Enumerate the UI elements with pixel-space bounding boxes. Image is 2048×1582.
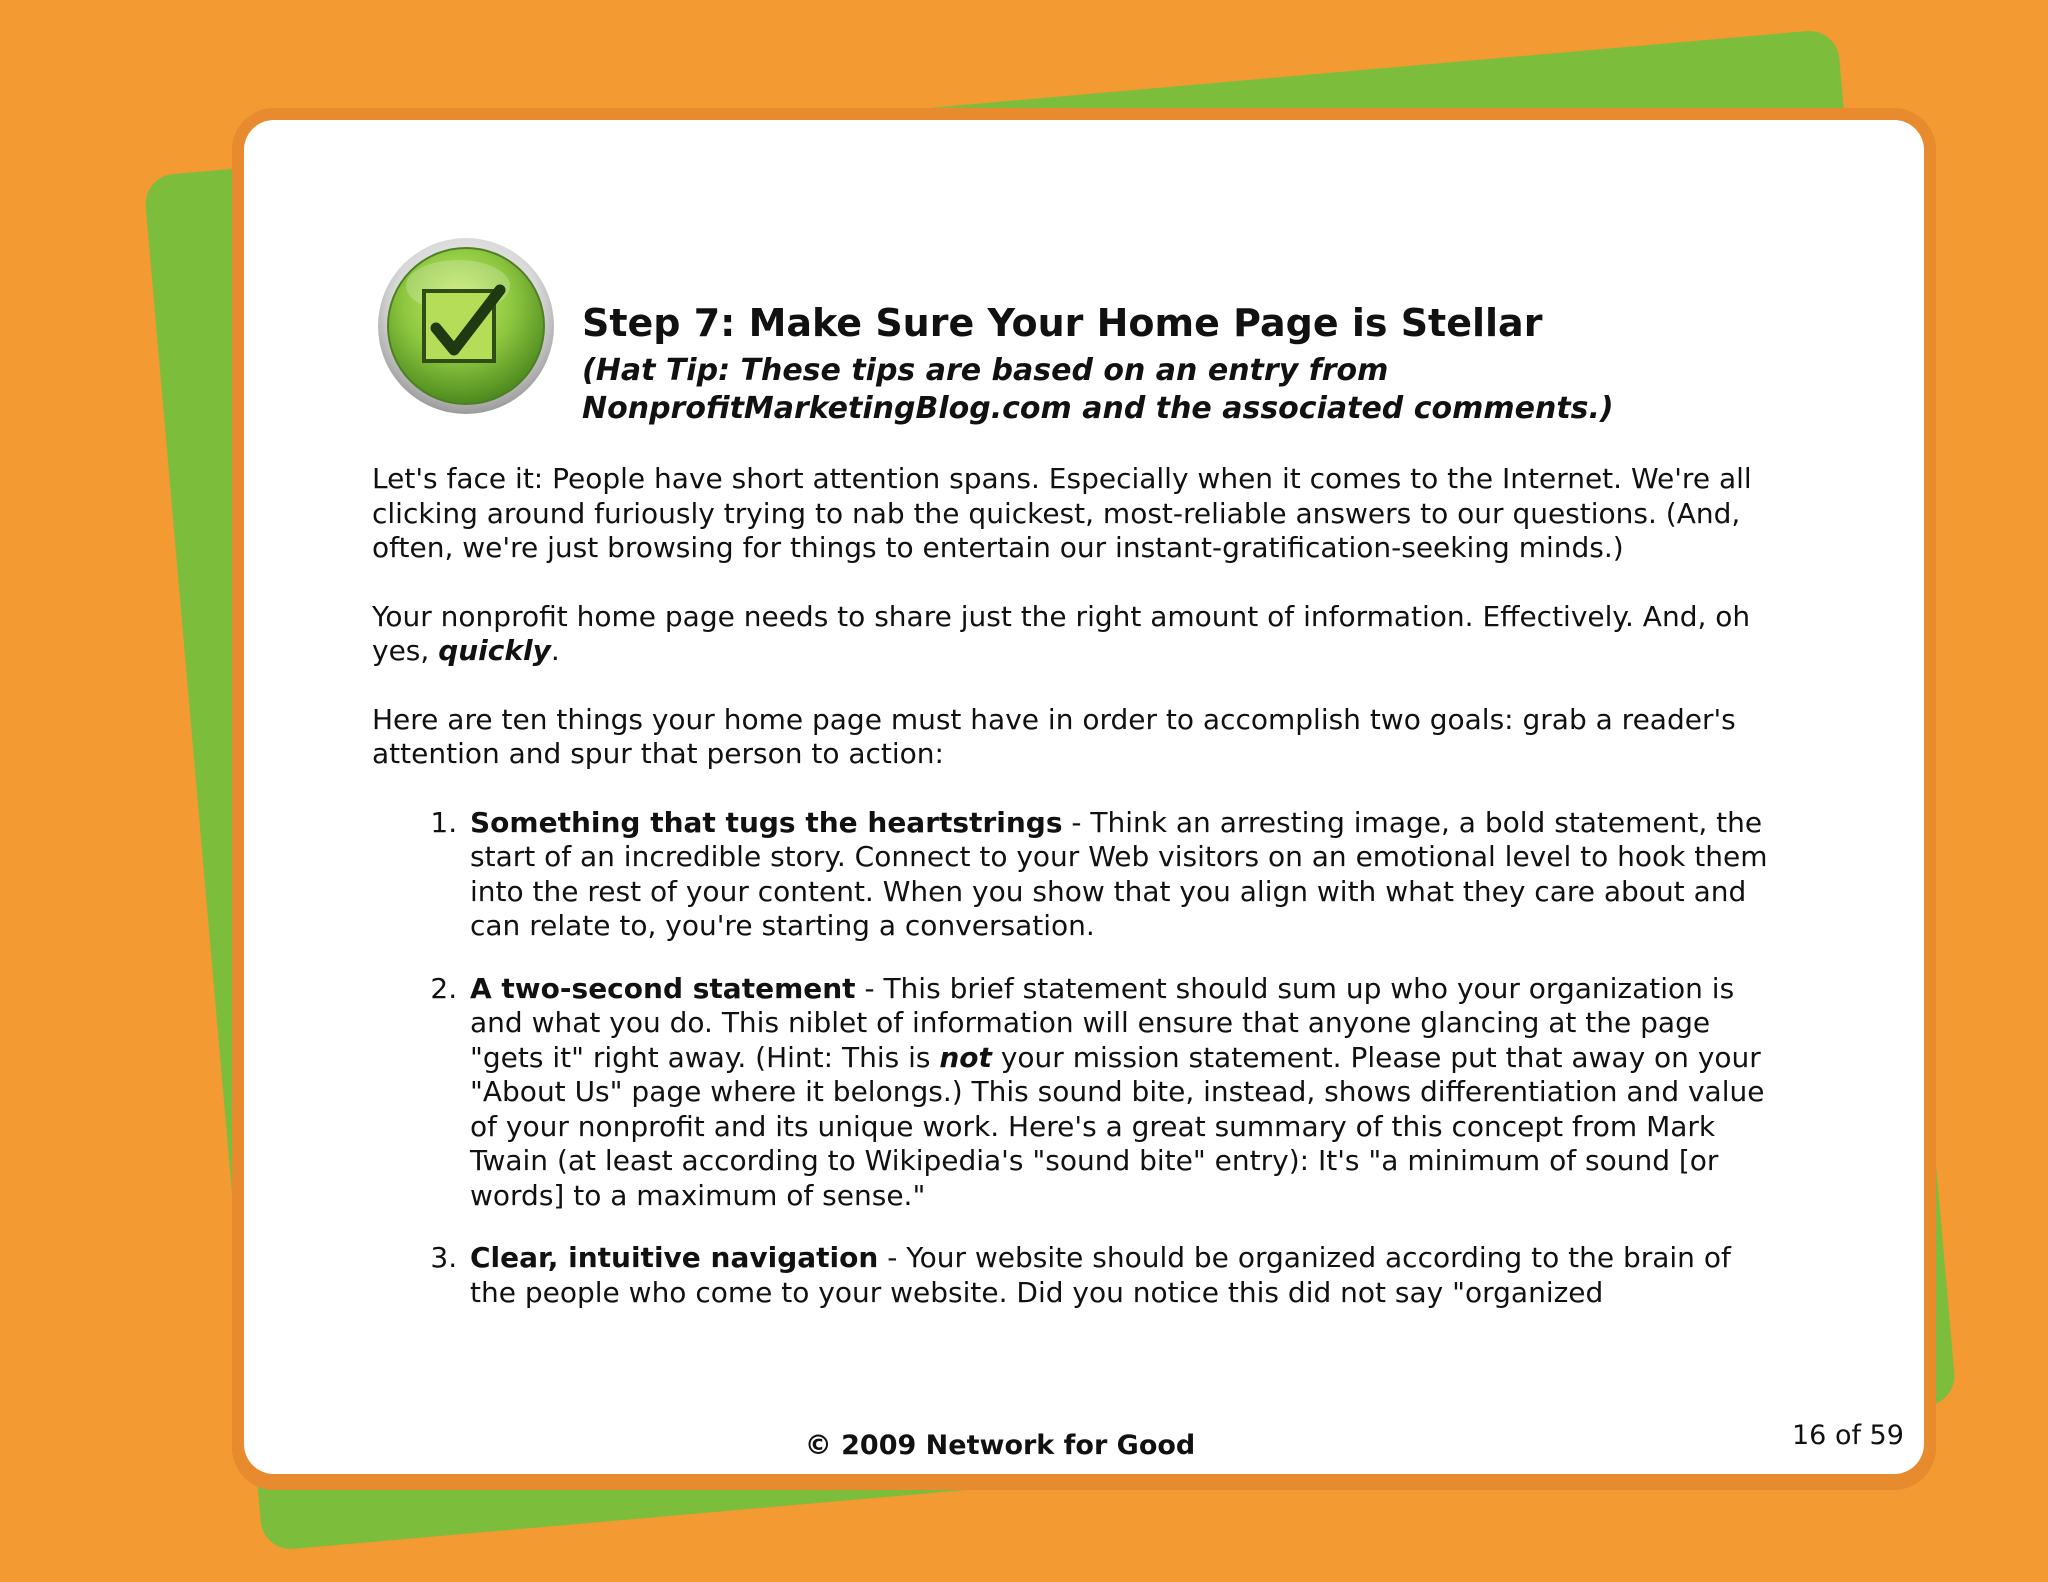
tip-lead: A two-second statement: [470, 971, 856, 1005]
emphasis-not: not: [939, 1040, 992, 1074]
footer-copyright: © 2009 Network for Good: [804, 1430, 1196, 1461]
goals-paragraph: Here are ten things your home page must have in order to accomplish two goals: grab a reader's attention and spur that person to action:: [372, 702, 1736, 770]
title-block: [582, 300, 1782, 428]
paragraph-text: Your nonprofit home page needs to share just the right amount of information. Effectively. And, oh yes,: [372, 599, 1751, 667]
hat-tip-subtitle: (Hat Tip: These tips are based on an entry from NonprofitMarketingBlog.com and the associated comments.): [582, 353, 1614, 426]
emphasis-quickly: quickly: [438, 634, 551, 667]
list-item: [466, 972, 1782, 1214]
home-page-paragraph: [372, 600, 1782, 669]
tip-lead: Clear, intuitive navigation: [470, 1241, 879, 1274]
checkmark-badge-icon: [376, 236, 556, 416]
tip-text: - Your website should be organized according to the brain of the people who come to your website. Did you notice this did not say "organized: [470, 1241, 1731, 1309]
tips-list: [372, 806, 1782, 1311]
tip-text: - Think an arresting image, a bold statement, the start of an incredible story. Connect to your Web visitors on an emotional level to hook them into the rest of your content. When you show that you align with what they care about and can relate to, you're starting a conversation.: [470, 805, 1768, 942]
paragraph-text-end: .: [550, 634, 560, 667]
list-item: [466, 1241, 1782, 1310]
tip-text: - This brief statement should sum up who your organization is and what you do. This niblet of information will ensure that anyone glancing at the page "gets it" right away. (Hint: This is: [470, 971, 1735, 1074]
list-item: [466, 806, 1782, 944]
page-title: Step 7: Make Sure Your Home Page is Stellar: [582, 301, 1543, 345]
tip-text-end: your mission statement. Please put that away on your "About Us" page where it belongs.) This sound bite, instead, shows differentiation and value of your nonprofit and its unique work. Here's a great summary of this concept from Mark Twain (at least according to Wikipedia's "sound bite" entry): It's "a minimum of sound [or words] to a maximum of sense.": [470, 1040, 1765, 1212]
intro-paragraph: Let's face it: People have short attention spans. Especially when it comes to the Internet. We're all clicking around furiously trying to nab the quickest, most-reliable answers to our questions. (And, often, we're just browsing for things to entertain our instant-gratification-seeking minds.): [372, 462, 1752, 564]
page-number: 16 of 59: [1792, 1420, 1904, 1451]
body-content: [372, 462, 1782, 1338]
tip-lead: Something that tugs the heartstrings: [470, 805, 1063, 839]
